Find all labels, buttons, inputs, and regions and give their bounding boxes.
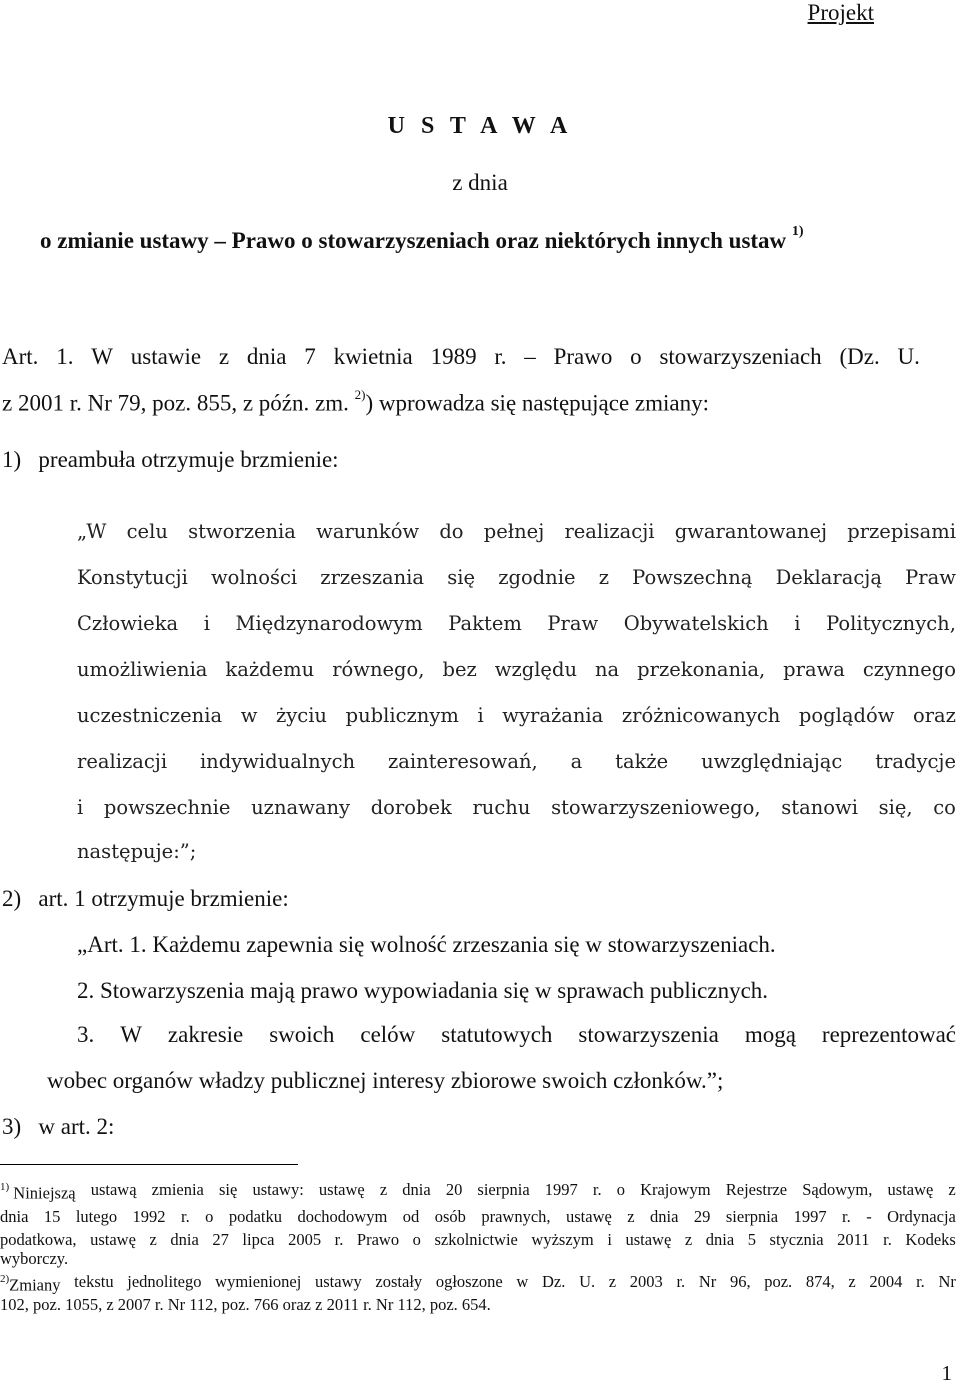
footnote-word: o <box>412 1229 421 1249</box>
preamble-word: do <box>439 520 464 543</box>
footnote-1-first-word: $^{1)}$ Niniejszą <box>0 1181 76 1203</box>
art1-par3-word: stowarzyszenia <box>578 1022 719 1047</box>
footnote-word: szkolnictwie <box>434 1229 518 1249</box>
preamble-word: ruchu <box>472 796 531 819</box>
preamble-word: i <box>477 704 484 727</box>
art1-new-par2: 2. Stowarzyszenia mają prawo wypowiadania się w sprawach publicznych. <box>77 978 769 1003</box>
preamble-word: indywidualnych <box>199 750 356 773</box>
footnote-1-line <box>0 1205 956 1228</box>
footnote-word: dnia <box>402 1180 431 1199</box>
footnote-word: 2003 <box>629 1272 663 1291</box>
art1-line2-text: z 2001 r. Nr 79, poz. 855, z późn. zm. <box>2 390 349 416</box>
footnote-word: r. <box>592 1180 602 1199</box>
preamble-word: Człowieka <box>77 612 179 635</box>
footnote-2-last: 102, poz. 1055, z 2007 r. Nr 112, poz. 766 oraz z 2011 r. Nr 112, poz. 654. <box>0 1295 491 1314</box>
preamble-word: Międzynarodowym <box>235 612 423 635</box>
preamble-word: a <box>570 750 583 773</box>
preamble-word: czynnego <box>862 658 956 681</box>
footnote-word: Nr <box>938 1272 956 1291</box>
date-line: z dnia <box>452 170 508 195</box>
footnote-word: dnia <box>705 1229 735 1249</box>
page-number: 1 <box>941 1361 952 1385</box>
footnote-word: tekstu <box>74 1272 114 1291</box>
preamble-word: się <box>447 566 476 589</box>
footnote-word: ustawę <box>318 1180 365 1199</box>
preamble-word: uczestniczenia <box>77 704 223 727</box>
preamble-word: także <box>615 750 669 773</box>
footnote-word: lutego <box>75 1206 118 1226</box>
footnote-word: 2011 <box>837 1229 870 1249</box>
footnote-word: 20 <box>445 1180 463 1199</box>
footnote-word: o <box>205 1206 214 1226</box>
preamble-word: Praw <box>547 612 599 635</box>
art1-footnote-ref: 2) <box>354 387 366 402</box>
art1-line2-rest: ) wprowadza się następujące zmiany: <box>365 390 710 416</box>
footnote-word: 27 <box>212 1229 229 1249</box>
preamble-word: stanowi <box>781 796 858 819</box>
footnote-word: Dz. <box>542 1272 566 1291</box>
footnote-word: Prawo <box>356 1229 400 1249</box>
preamble-word: zrzeszania <box>320 566 425 589</box>
preamble-quote-line <box>77 750 956 773</box>
preamble-word: warunków <box>316 520 420 543</box>
art1-par3-word: celów <box>360 1022 416 1047</box>
preamble-word: Obywatelskich <box>623 612 769 635</box>
art1-word: stowarzyszeniach <box>659 344 822 369</box>
footnote-word: sierpnia <box>725 1206 779 1226</box>
preamble-word: dorobek <box>370 796 452 819</box>
footnote-separator <box>0 1164 298 1165</box>
footnote-1-marker: 1) <box>0 1181 10 1193</box>
preamble-word: Praw <box>905 566 956 589</box>
preamble-word: przekonania, <box>637 658 766 681</box>
preamble-word: tradycje <box>875 750 956 773</box>
preamble-word: stworzenia <box>188 520 296 543</box>
preamble-word: celu <box>126 520 168 543</box>
footnote-word: Nr <box>698 1272 717 1291</box>
document-title: U S T A W A <box>387 113 573 139</box>
preamble-word: Deklaracją <box>775 566 882 589</box>
footnote-word: ustawę <box>887 1180 934 1199</box>
footnote-word: z <box>379 1180 388 1199</box>
footnote-word: r. <box>883 1229 892 1249</box>
footnote-word: z <box>149 1229 157 1249</box>
art1-par3-word: reprezentować <box>821 1022 956 1047</box>
footnote-word: dochodowym <box>297 1206 388 1226</box>
footnote-word: Ordynacja <box>887 1206 956 1226</box>
art1-par3-word: swoich <box>269 1022 335 1047</box>
preamble-word: prawa <box>783 658 845 681</box>
footnote-word: ogłoszone <box>435 1272 503 1291</box>
preamble-word: realizacji <box>77 750 168 773</box>
footnote-word: ustawę <box>625 1229 672 1249</box>
footnote-word: w <box>516 1272 529 1291</box>
footnote-word: r. <box>842 1206 851 1226</box>
preamble-word: wyrażania <box>502 704 604 727</box>
footnote-word: Rejestrze <box>725 1180 788 1199</box>
footnote-2-first-word: $^{2)}$Zmiany <box>0 1273 61 1295</box>
art1-word: kwietnia <box>333 344 413 369</box>
preamble-word: zainteresowań, <box>387 750 538 773</box>
footnote-word: z <box>627 1206 635 1226</box>
footnote-1 <box>0 1178 956 1251</box>
subtitle-footnote-ref: 1) <box>791 224 804 240</box>
art1-word: – <box>524 344 536 369</box>
footnote-1-last: wyborczy. <box>0 1249 69 1268</box>
preamble-word: i <box>77 796 84 819</box>
footnote-word: zostały <box>375 1272 423 1291</box>
preamble-word: „W <box>77 520 107 543</box>
preamble-word: się, <box>878 796 913 819</box>
footnote-word: 1997 <box>793 1206 827 1226</box>
footnote-word: jednolitego <box>127 1272 202 1291</box>
footnote-1-line <box>0 1178 956 1205</box>
preamble-word: życiu <box>275 704 327 727</box>
footnote-word: wymienionej <box>215 1272 302 1291</box>
preamble-quote-line <box>77 704 956 727</box>
footnote-word: sierpnia <box>477 1180 530 1199</box>
footnote-word: ustawę <box>90 1229 136 1249</box>
footnote-word: podatku <box>228 1206 283 1226</box>
document-subtitle <box>40 224 804 254</box>
art1-word: Art. <box>2 344 39 369</box>
footnote-word: Krajowym <box>640 1180 711 1199</box>
art1-word: dnia <box>246 344 287 369</box>
footnote-word: r. <box>334 1229 344 1249</box>
footnote-word: się <box>219 1180 238 1199</box>
footnote-word: r. <box>676 1272 686 1291</box>
footnote-word: Sądowym, <box>802 1180 873 1199</box>
art1-word: (Dz. <box>839 344 880 369</box>
footnote-word: 15 <box>43 1206 61 1226</box>
preamble-quote-last: następuje:”; <box>77 840 197 863</box>
preamble-word: Paktem <box>448 612 522 635</box>
footnote-word: ustawą <box>90 1180 137 1199</box>
art1-par3-word: W <box>120 1022 142 1047</box>
art1-par3-word: zakresie <box>167 1022 244 1047</box>
preamble-word: Powszechną <box>632 566 753 589</box>
footnote-word: poz. <box>764 1272 793 1291</box>
preamble-word: względu <box>494 658 578 681</box>
preamble-word: zgodnie <box>498 566 576 589</box>
preamble-word: stowarzyszeniowego, <box>551 796 761 819</box>
art1-word: r. <box>494 344 507 369</box>
footnote-word: od <box>402 1206 420 1226</box>
footnote-word: 874, <box>805 1272 835 1291</box>
preamble-word: realizacji <box>564 520 655 543</box>
preamble-word: wolności <box>210 566 298 589</box>
preamble-word: pełnej <box>483 520 545 543</box>
art1-word: 1. <box>56 344 74 369</box>
point3-intro: 3) w art. 2: <box>2 1114 115 1139</box>
art1-par3-word: statutowych <box>441 1022 553 1047</box>
footnote-word: zmienia <box>151 1180 204 1199</box>
footnote-word: 2004 <box>869 1272 903 1291</box>
preamble-word: publicznym <box>345 704 459 727</box>
preamble-word: równego, <box>332 658 425 681</box>
preamble-word: Politycznych, <box>826 612 956 635</box>
footnote-2-marker: 2) <box>0 1273 10 1285</box>
art1-word: o <box>630 344 642 369</box>
footnote-word: osób <box>434 1206 466 1226</box>
preamble-word: każdemu <box>225 658 315 681</box>
art1-word: 7 <box>304 344 316 369</box>
footnote-word: lipca <box>242 1229 275 1249</box>
art1-word: W <box>91 344 113 369</box>
footnote-word: - <box>866 1206 872 1226</box>
footnote-word: r. <box>180 1206 190 1226</box>
footnote-word: ustawy: <box>252 1180 304 1199</box>
footnote-word: Kodeks <box>905 1229 956 1249</box>
art1-line1 <box>2 344 920 370</box>
footnote-word: prawnych, <box>481 1206 551 1226</box>
footnote-word: stycznia <box>769 1229 824 1249</box>
footnote-word: z <box>948 1180 956 1199</box>
art1-word: 1989 <box>430 344 477 369</box>
point2-intro: 2) art. 1 otrzymuje brzmienie: <box>2 886 289 911</box>
preamble-word: poglądów <box>798 704 895 727</box>
footnote-word: z <box>684 1229 693 1249</box>
footnote-word: podatkowa, <box>0 1229 77 1249</box>
footnote-word: 1997 <box>544 1180 578 1199</box>
art1-new-par3-cont: wobec organów władzy publicznej interesy zbiorowe swoich członków.”; <box>47 1068 724 1093</box>
footnote-word: dnia <box>650 1206 679 1226</box>
preamble-word: Konstytucji <box>77 566 188 589</box>
preamble-word: zróżnicowanych <box>621 704 781 727</box>
preamble-word: umożliwienia <box>77 658 208 681</box>
preamble-word: oraz <box>912 704 956 727</box>
projekt-label: Projekt <box>807 0 874 25</box>
footnote-word: ustawy <box>315 1272 362 1291</box>
footnote-word: ustawę <box>565 1206 612 1226</box>
preamble-quote-line <box>77 658 956 681</box>
art1-word: z <box>218 344 230 369</box>
footnote-word: o <box>616 1180 625 1199</box>
footnote-word: dnia <box>0 1206 29 1226</box>
preamble-quote-line <box>77 520 956 543</box>
art1-word: Prawo <box>553 344 613 369</box>
footnote-word: 1992 <box>132 1206 166 1226</box>
preamble-word: uznawany <box>251 796 351 819</box>
art1-par3-word: 3. <box>77 1022 95 1047</box>
art1-line2 <box>2 387 710 417</box>
footnote-word: 29 <box>693 1206 711 1226</box>
preamble-word: przepisami <box>847 520 956 543</box>
footnote-word: r. <box>916 1272 925 1291</box>
subtitle-text: o zmianie ustawy – Prawo o stowarzyszeniach oraz niektórych innych ustaw <box>40 228 787 253</box>
preamble-word: i <box>794 612 801 635</box>
art1-par3-word: mogą <box>744 1022 796 1047</box>
preamble-word: na <box>595 658 620 681</box>
preamble-word: i <box>203 612 210 635</box>
footnote-word: U. <box>579 1272 596 1291</box>
preamble-word: uwzględniając <box>701 750 843 773</box>
footnote-word: 5 <box>747 1229 756 1249</box>
art1-new-par1: „Art. 1. Każdemu zapewnia się wolność zrzeszania się w stowarzyszeniach. <box>77 932 776 957</box>
preamble-word: powszechnie <box>103 796 231 819</box>
footnote-word: z <box>608 1272 617 1291</box>
preamble-word: co <box>933 796 956 819</box>
preamble-quote-line <box>77 566 956 589</box>
point1-intro: 1) preambuła otrzymuje brzmienie: <box>2 447 339 472</box>
footnote-word: i <box>607 1229 612 1249</box>
footnote-word: z <box>848 1272 856 1291</box>
preamble-quote-line <box>77 612 956 635</box>
preamble-quote-line <box>77 796 956 819</box>
art1-word: U. <box>897 344 920 369</box>
preamble-word: z <box>598 566 609 589</box>
art1-word: ustawie <box>130 344 202 369</box>
preamble-word: gwarantowanej <box>674 520 828 543</box>
footnote-word: 2005 <box>288 1229 322 1249</box>
preamble-word: w <box>240 704 258 727</box>
footnote-word: wyższym <box>531 1229 594 1249</box>
art1-new-par3 <box>77 1022 956 1048</box>
preamble-word: bez <box>442 658 477 681</box>
footnote-word: 96, <box>729 1272 751 1291</box>
footnote-word: dnia <box>170 1229 199 1249</box>
